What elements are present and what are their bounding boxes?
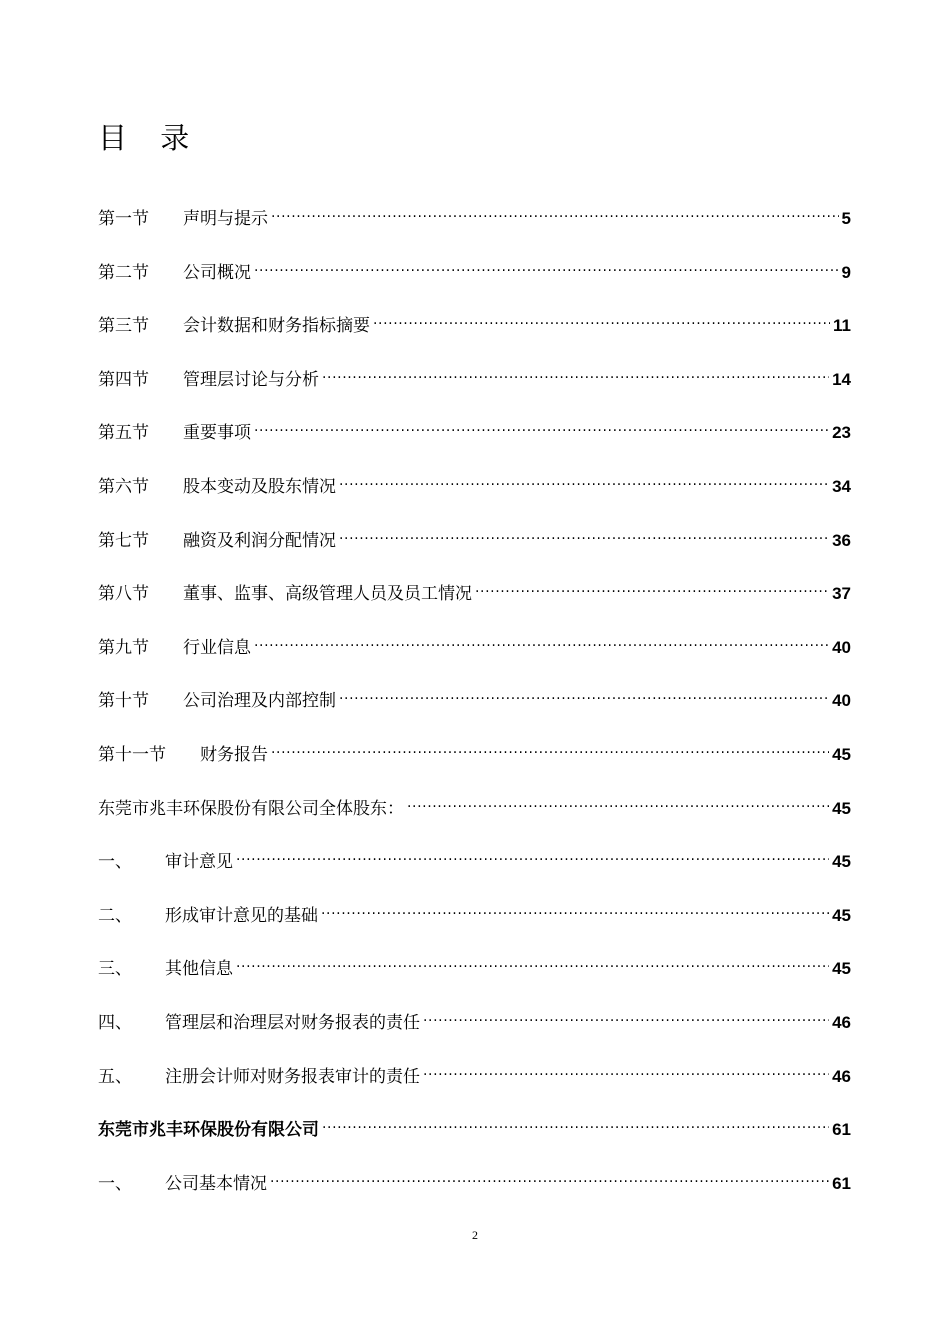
toc-leader-dots: [322, 1101, 829, 1135]
toc-entry-number: 第九节: [98, 637, 149, 658]
toc-entry-page: 45: [832, 959, 851, 979]
toc-entry-label: 其他信息: [165, 959, 233, 980]
toc-entry[interactable]: [98, 297, 851, 351]
toc-leader-dots: [339, 672, 829, 706]
toc-leader-dots: [423, 994, 829, 1028]
toc-entry-page: 34: [832, 476, 851, 496]
toc-entry[interactable]: [98, 672, 851, 726]
toc-entry[interactable]: [98, 1048, 851, 1102]
toc-leader-dots: [254, 244, 839, 278]
toc-entry-page: 61: [832, 1120, 851, 1140]
toc-entry-page: 11: [833, 316, 851, 336]
toc-leader-dots: [254, 404, 829, 438]
toc-leader-dots: [423, 1048, 829, 1082]
toc-entry-page: 9: [841, 262, 851, 282]
toc-leader-dots: [339, 512, 829, 546]
toc-entry-number: 四、: [98, 1012, 132, 1033]
toc-leader-dots: [321, 887, 829, 921]
toc-list: [98, 190, 851, 1208]
toc-entry[interactable]: [98, 940, 851, 994]
toc-entry-number: 第六节: [98, 476, 149, 497]
toc-entry-label: 公司基本情况: [165, 1173, 267, 1194]
toc-leader-dots: [236, 940, 829, 974]
toc-entry-label: 重要事项: [183, 423, 251, 444]
toc-entry-number: 第八节: [98, 584, 149, 605]
toc-entry-label: 东莞市兆丰环保股份有限公司全体股东：: [98, 798, 404, 819]
toc-leader-dots: [254, 619, 829, 653]
toc-entry-page: 45: [832, 905, 851, 925]
toc-entry[interactable]: [98, 404, 851, 458]
toc-entry[interactable]: [98, 565, 851, 619]
toc-leader-dots: [475, 565, 829, 599]
toc-entry[interactable]: [98, 833, 851, 887]
toc-entry-label: 股本变动及股东情况: [183, 476, 336, 497]
toc-entry[interactable]: [98, 780, 851, 834]
toc-entry-page: 45: [832, 798, 851, 818]
toc-leader-dots: [407, 780, 829, 814]
toc-entry-number: 第一节: [98, 209, 149, 229]
toc-entry-number: 一、: [98, 852, 132, 873]
toc-entry-label: 形成审计意见的基础: [165, 905, 318, 926]
toc-entry[interactable]: [98, 458, 851, 512]
toc-entry-label: 财务报告: [200, 744, 268, 765]
toc-entry-label: 注册会计师对财务报表审计的责任: [165, 1066, 420, 1087]
toc-entry-number: 第七节: [98, 530, 149, 551]
toc-entry-label: 管理层和治理层对财务报表的责任: [165, 1012, 420, 1033]
toc-leader-dots: [270, 1155, 829, 1189]
toc-entry-label: 东莞市兆丰环保股份有限公司: [98, 1120, 319, 1141]
toc-entry-number: 第十一节: [98, 744, 166, 765]
toc-entry-number: 第三节: [98, 316, 149, 337]
toc-entry[interactable]: [98, 1155, 851, 1209]
toc-entry-page: 5: [841, 209, 851, 228]
toc-entry-page: 46: [832, 1012, 851, 1032]
toc-entry-number: 五、: [98, 1066, 132, 1087]
toc-entry-number: 第二节: [98, 262, 149, 283]
toc-entry[interactable]: [98, 190, 851, 244]
toc-entry-number: 一、: [98, 1173, 132, 1194]
toc-entry-label: 融资及利润分配情况: [183, 530, 336, 551]
toc-leader-dots: [373, 297, 830, 331]
toc-entry-number: 二、: [98, 905, 132, 926]
page-number: 2: [472, 1228, 478, 1242]
toc-entry-label: 声明与提示: [183, 209, 268, 229]
toc-leader-dots: [271, 726, 829, 760]
toc-entry-page: 40: [832, 691, 851, 711]
toc-entry-label: 管理层讨论与分析: [183, 369, 319, 390]
toc-entry-page: 40: [832, 637, 851, 657]
toc-title: 目 录: [98, 121, 202, 155]
toc-entry-label: 公司概况: [183, 262, 251, 283]
toc-leader-dots: [236, 833, 829, 867]
toc-entry-label: 行业信息: [183, 637, 251, 658]
toc-entry-page: 36: [832, 530, 851, 550]
toc-entry-label: 董事、监事、高级管理人员及员工情况: [183, 584, 472, 605]
toc-entry-page: 46: [832, 1066, 851, 1086]
toc-entry-number: 第五节: [98, 423, 149, 444]
toc-entry[interactable]: [98, 244, 851, 298]
toc-entry-page: 61: [832, 1173, 851, 1193]
toc-entry-page: 14: [832, 369, 851, 389]
toc-entry-label: 会计数据和财务指标摘要: [183, 316, 370, 337]
toc-entry-page: 37: [832, 584, 851, 604]
toc-entry[interactable]: [98, 512, 851, 566]
toc-entry[interactable]: [98, 887, 851, 941]
toc-leader-dots: [322, 351, 829, 385]
toc-entry-page: 23: [832, 423, 851, 443]
toc-entry-number: 三、: [98, 959, 132, 980]
toc-entry[interactable]: [98, 351, 851, 405]
toc-entry-label: 公司治理及内部控制: [183, 691, 336, 712]
toc-entry[interactable]: [98, 619, 851, 673]
toc-entry-number: 第十节: [98, 691, 149, 712]
toc-entry[interactable]: [98, 994, 851, 1048]
toc-entry-number: 第四节: [98, 369, 149, 390]
toc-entry-page: 45: [832, 852, 851, 872]
toc-leader-dots: [271, 190, 839, 224]
toc-entry-page: 45: [832, 744, 851, 764]
toc-entry[interactable]: [98, 1101, 851, 1155]
toc-entry-label: 审计意见: [165, 852, 233, 873]
toc-leader-dots: [339, 458, 829, 492]
toc-entry[interactable]: [98, 726, 851, 780]
